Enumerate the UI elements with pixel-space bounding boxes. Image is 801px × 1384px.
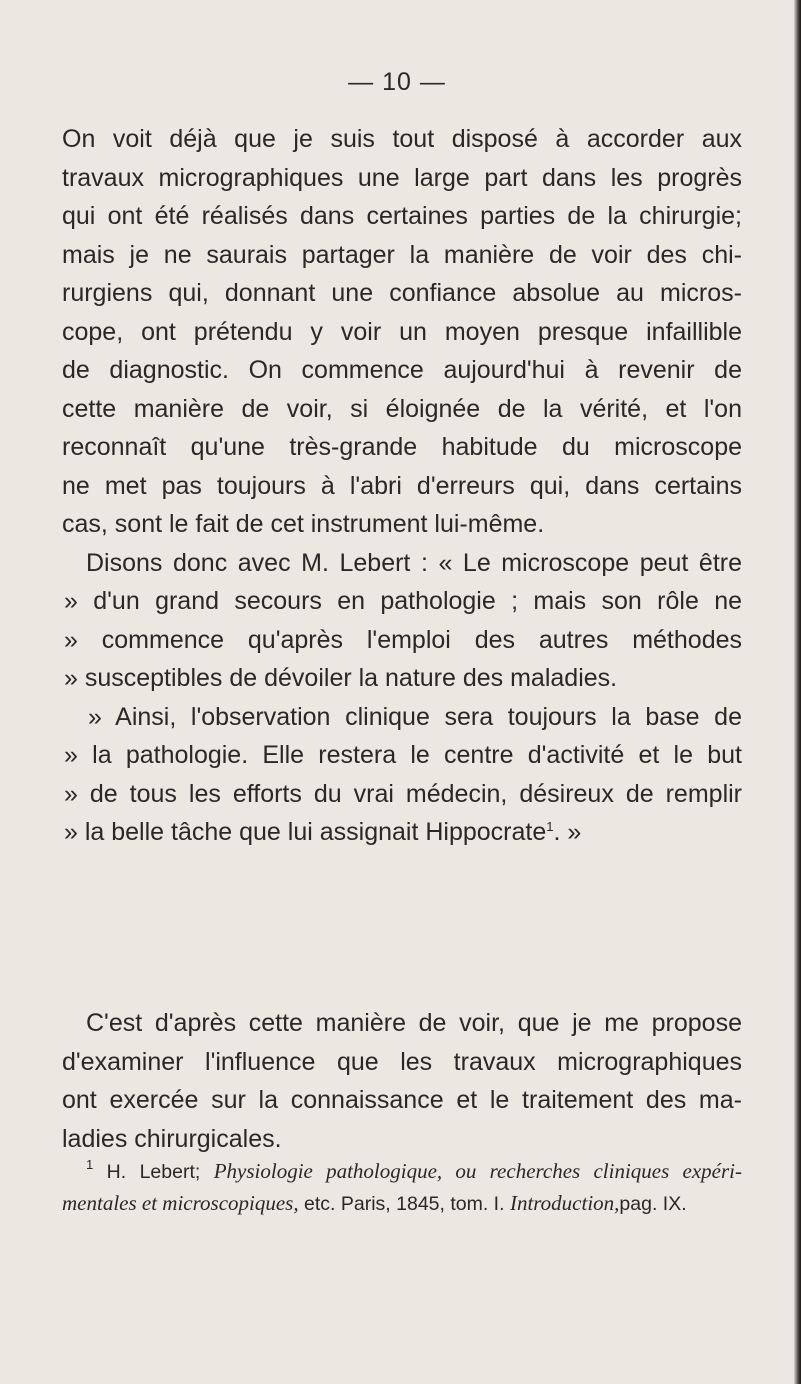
footnote-title: mentales et microscopiques, <box>62 1191 299 1215</box>
quote-text: » la belle tâche que lui assignait Hippocrate <box>64 818 547 846</box>
text-line: C'est d'après cette manière de voir, que je me propose <box>86 1009 742 1037</box>
text-line: mais je ne saurais partager la manière de voir des chi- <box>62 240 742 269</box>
text-line: rurgiens qui, donnant une confiance absolue au micros- <box>62 279 742 307</box>
text-line: cope, ont prétendu y voir un moyen presque infaillible <box>62 317 742 346</box>
page-number: — 10 — <box>348 68 446 96</box>
footnote <box>62 1156 742 1220</box>
text-line: cas, sont le fait de cet instrument lui-même. <box>62 510 545 538</box>
text-line: qui ont été réalisés dans certaines parties de la chirurgie; <box>62 202 742 230</box>
footnote-reference: 1 <box>546 819 554 834</box>
text-line: On voit déjà que je suis tout disposé à accorder aux <box>62 125 742 153</box>
text-line: travaux micrographiques une large part dans les progrès <box>62 163 742 192</box>
footnote-author: H. Lebert; <box>106 1161 201 1183</box>
text-line: d'examiner l'influence que les travaux micrographiques <box>62 1047 742 1076</box>
paragraph-main <box>62 120 742 852</box>
footnote-marker: 1 <box>86 1157 94 1172</box>
quote-close: . » <box>553 818 582 846</box>
text-line: Disons donc avec M. Lebert : « Le microscope peut être <box>86 548 742 577</box>
footnote-line <box>62 1188 742 1220</box>
footnote-intro: Introduction, <box>509 1191 620 1215</box>
paragraph-second <box>62 1004 742 1158</box>
page-edge-shadow <box>794 0 801 1384</box>
quote-line: » Ainsi, l'observation clinique sera toujours la base de <box>88 702 742 731</box>
footnote-page: pag. IX. <box>619 1193 687 1215</box>
quote-line: » la pathologie. Elle restera le centre d'activité et le but <box>64 741 742 769</box>
text-line: ladies chirurgicales. <box>62 1124 282 1153</box>
text-line: de diagnostic. On commence aujourd'hui à revenir de <box>62 356 742 384</box>
quote-line: » de tous les efforts du vrai médecin, désireux de remplir <box>64 779 742 808</box>
quote-line: » susceptibles de dévoiler la nature des maladies. <box>64 664 618 692</box>
text-line: ne met pas toujours à l'abri d'erreurs qui, dans certains <box>62 471 742 500</box>
quote-line: » commence qu'après l'emploi des autres méthodes <box>64 625 742 654</box>
quote-line: » d'un grand secours en pathologie ; mais son rôle ne <box>64 587 742 615</box>
footnote-title: Physiologie pathologique, ou recherches cliniques expéri- <box>213 1159 742 1183</box>
quote-line <box>62 813 742 852</box>
footnote-details: etc. Paris, 1845, tom. I. <box>304 1193 505 1215</box>
text-line: ont exercée sur la connaissance et le traitement des ma- <box>62 1086 742 1114</box>
text-line: reconnaît qu'une très-grande habitude du microscope <box>62 433 742 461</box>
text-line: cette manière de voir, si éloignée de la vérité, et l'on <box>62 394 742 423</box>
footnote-line <box>62 1156 742 1188</box>
